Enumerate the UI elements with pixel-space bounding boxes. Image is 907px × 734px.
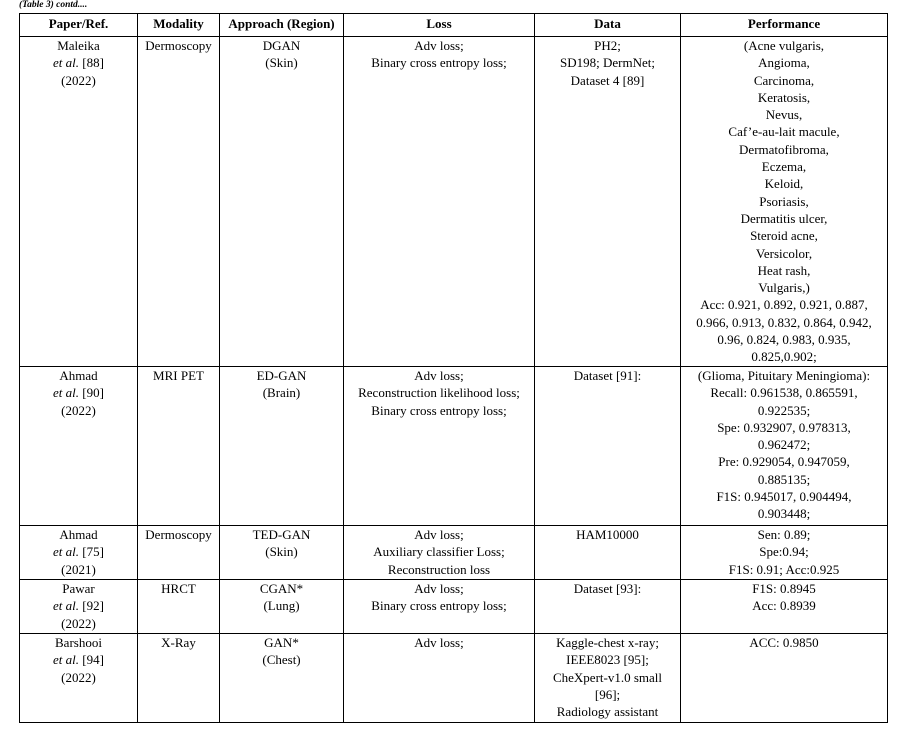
loss-line: Adv loss; (414, 527, 464, 542)
author-name: Ahmad (59, 527, 98, 542)
loss-cell (344, 526, 535, 580)
approach-region: (Lung) (263, 598, 300, 614)
approach-region: (Skin) (265, 544, 298, 560)
performance-cell (681, 367, 888, 526)
loss-line: Binary cross entropy loss; (371, 55, 507, 71)
performance-line: Spe:0.94; (759, 544, 809, 560)
loss-line: Reconstruction likelihood loss; (358, 385, 520, 401)
loss-line: Adv loss; (414, 635, 464, 650)
reference-number: [75] (79, 544, 104, 560)
et-al-text: et al. (53, 55, 80, 71)
reference-line (22, 384, 135, 401)
performance-line: Keloid, (764, 176, 804, 192)
reference-number: [90] (79, 385, 104, 401)
publication-year: (2022) (61, 72, 96, 88)
approach-cell (220, 526, 344, 580)
header-modality: Modality (138, 14, 220, 37)
loss-cell (344, 634, 535, 723)
publication-year: (2022) (61, 615, 96, 631)
data-line: [96]; (594, 686, 621, 702)
approach-name: CGAN* (259, 581, 304, 596)
loss-cell (344, 367, 535, 526)
loss-line: Adv loss; (414, 38, 464, 53)
performance-line: 0.922535; (757, 402, 811, 418)
data-cell (535, 37, 681, 367)
performance-line: 0.962472; (757, 437, 811, 453)
paper-cell (20, 634, 138, 723)
performance-line: 0.903448; (757, 506, 811, 522)
data-line: PH2; (594, 38, 621, 53)
performance-line: Heat rash, (757, 262, 811, 278)
performance-cell (681, 634, 888, 723)
performance-line: 0.825,0.902; (751, 349, 817, 365)
loss-cell (344, 580, 535, 634)
approach-name: ED-GAN (256, 368, 307, 383)
publication-year: (2022) (61, 669, 96, 685)
header-performance: Performance (681, 14, 888, 37)
approach-region: (Skin) (265, 55, 298, 71)
table-row (20, 526, 888, 580)
performance-line: Acc: 0.8939 (752, 598, 816, 614)
publication-year: (2022) (61, 402, 96, 418)
reference-line (22, 543, 135, 560)
loss-line: Adv loss; (414, 368, 464, 383)
performance-line: Eczema, (761, 159, 807, 175)
modality-cell: HRCT (138, 580, 220, 634)
performance-line: Caf’e-au-lait macule, (728, 124, 840, 140)
approach-region: (Chest) (262, 652, 301, 668)
performance-line: Carcinoma, (753, 72, 815, 88)
reference-line (22, 651, 135, 668)
table-caption: (Table 3) contd.... (19, 0, 88, 10)
performance-line: Dermatofibroma, (739, 141, 829, 157)
modality-cell: Dermoscopy (138, 37, 220, 367)
performance-cell (681, 580, 888, 634)
data-line: CheXpert-v1.0 small (552, 669, 663, 685)
performance-line: Vulgaris,) (758, 280, 810, 296)
performance-line: (Acne vulgaris, (743, 38, 825, 53)
paper-cell (20, 526, 138, 580)
header-row (20, 14, 888, 37)
performance-line: F1S: 0.945017, 0.904494, (716, 489, 852, 505)
loss-line: Auxiliary classifier Loss; (373, 544, 505, 560)
author-name: Pawar (62, 581, 95, 596)
reference-line (22, 597, 135, 614)
performance-line: Acc: 0.921, 0.892, 0.921, 0.887, (700, 297, 868, 313)
performance-line: 0.966, 0.913, 0.832, 0.864, 0.942, (696, 314, 872, 330)
performance-line: ACC: 0.9850 (749, 635, 819, 650)
table-row (20, 634, 888, 723)
approach-cell (220, 634, 344, 723)
performance-line: (Glioma, Pituitary Meningioma): (697, 368, 871, 383)
performance-cell (681, 37, 888, 367)
data-line: Dataset [93]: (573, 581, 642, 596)
comparison-table (19, 13, 888, 723)
author-name: Barshooi (55, 635, 102, 650)
performance-cell (681, 526, 888, 580)
approach-name: GAN* (264, 635, 299, 650)
reference-line (22, 54, 135, 71)
author-name: Maleika (57, 38, 100, 53)
data-line: SD198; DermNet; (560, 55, 655, 71)
et-al-text: et al. (53, 598, 80, 614)
approach-cell (220, 367, 344, 526)
performance-line: Keratosis, (757, 89, 811, 105)
performance-line: F1S: 0.91; Acc:0.925 (728, 561, 840, 577)
data-line: Dataset [91]: (573, 368, 642, 383)
performance-line: Pre: 0.929054, 0.947059, (718, 454, 850, 470)
paper-cell (20, 580, 138, 634)
author-name: Ahmad (59, 368, 98, 383)
performance-line: Steroid acne, (750, 228, 818, 244)
data-line: IEEE8023 [95]; (566, 652, 649, 668)
performance-line: Dermatitis ulcer, (740, 210, 828, 226)
performance-line: Sen: 0.89; (757, 527, 811, 542)
publication-year: (2021) (61, 561, 96, 577)
loss-line: Binary cross entropy loss; (371, 598, 507, 614)
loss-line: Binary cross entropy loss; (371, 402, 507, 418)
data-line: Dataset 4 [89] (570, 72, 645, 88)
performance-line: Spe: 0.932907, 0.978313, (717, 419, 851, 435)
modality-cell: MRI PET (138, 367, 220, 526)
paper-cell (20, 367, 138, 526)
performance-line: Nevus, (765, 107, 803, 123)
loss-cell (344, 37, 535, 367)
approach-region: (Brain) (262, 385, 301, 401)
data-cell (535, 526, 681, 580)
reference-number: [94] (79, 652, 104, 668)
performance-line: Angioma, (758, 55, 810, 71)
performance-line: Psoriasis, (759, 193, 809, 209)
loss-line: Adv loss; (414, 581, 464, 596)
loss-line: Reconstruction loss (387, 561, 491, 577)
approach-cell (220, 580, 344, 634)
reference-number: [88] (79, 55, 104, 71)
performance-line: Versicolor, (755, 245, 813, 261)
header-paper: Paper/Ref. (20, 14, 138, 37)
table-row (20, 580, 888, 634)
header-data: Data (535, 14, 681, 37)
data-cell (535, 634, 681, 723)
performance-line: 0.96, 0.824, 0.983, 0.935, (717, 332, 851, 348)
header-approach: Approach (Region) (220, 14, 344, 37)
performance-line: 0.885135; (757, 471, 811, 487)
approach-cell (220, 37, 344, 367)
paper-cell (20, 37, 138, 367)
approach-name: TED-GAN (252, 527, 311, 542)
table-row (20, 37, 888, 367)
modality-cell: Dermoscopy (138, 526, 220, 580)
header-loss: Loss (344, 14, 535, 37)
data-cell (535, 580, 681, 634)
approach-name: DGAN (262, 38, 301, 53)
data-cell (535, 367, 681, 526)
data-line: Radiology assistant (556, 704, 659, 720)
performance-line: F1S: 0.8945 (752, 581, 816, 596)
data-line: HAM10000 (576, 527, 639, 542)
performance-line: Recall: 0.961538, 0.865591, (710, 385, 858, 401)
et-al-text: et al. (53, 652, 80, 668)
et-al-text: et al. (53, 544, 80, 560)
data-line: Kaggle-chest x-ray; (556, 635, 659, 650)
modality-cell: X-Ray (138, 634, 220, 723)
et-al-text: et al. (53, 385, 80, 401)
reference-number: [92] (79, 598, 104, 614)
table-row (20, 367, 888, 526)
